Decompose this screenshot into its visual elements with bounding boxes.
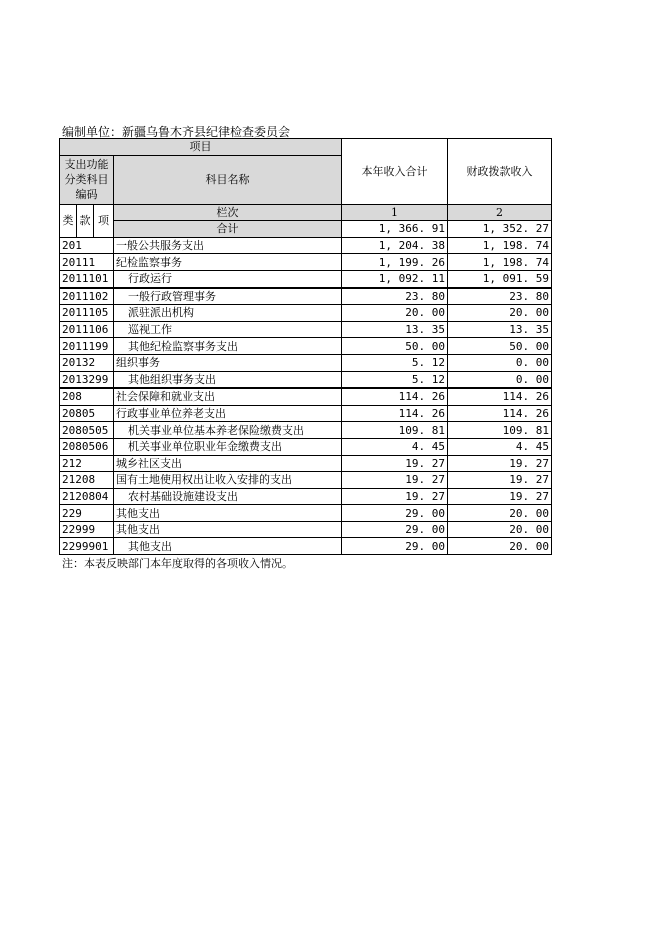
subject-name: 其他支出 (114, 538, 342, 555)
fiscal-income-cell: 23. 80 (448, 288, 552, 305)
table-row (60, 422, 552, 439)
table-row (60, 237, 552, 254)
fiscal-income-cell: 50. 00 (448, 338, 552, 355)
table-row (60, 354, 552, 371)
subject-name: 机关事业单位职业年金缴费支出 (114, 438, 342, 455)
total-income-cell: 20. 00 (342, 305, 448, 322)
fiscal-income-cell: 0. 00 (448, 354, 552, 371)
fiscal-income-cell: 1, 198. 74 (448, 254, 552, 271)
total-income-cell: 29. 00 (342, 505, 448, 522)
subject-name: 机关事业单位基本养老保险缴费支出 (114, 422, 342, 439)
subject-name: 城乡社区支出 (114, 455, 342, 472)
table-row (60, 338, 552, 355)
fiscal-income-cell: 114. 26 (448, 388, 552, 405)
fiscal-income-cell: 19. 27 (448, 472, 552, 489)
fiscal-income-cell: 13. 35 (448, 321, 552, 338)
subject-name: 行政事业单位养老支出 (114, 405, 342, 422)
total-income-cell: 29. 00 (342, 538, 448, 555)
header-lanci: 栏次 (114, 204, 342, 221)
table-row (60, 270, 552, 287)
header-total-income: 本年收入合计 (342, 139, 448, 205)
subject-code: 2011101 (60, 270, 114, 287)
header-xiang: 项 (94, 204, 114, 237)
fiscal-income-cell: 19. 27 (448, 455, 552, 472)
total-income-cell: 19. 27 (342, 488, 448, 505)
subject-code: 2011105 (60, 305, 114, 322)
total-income-cell: 29. 00 (342, 521, 448, 538)
total-income-cell: 1, 204. 38 (342, 237, 448, 254)
subject-code: 2080505 (60, 422, 114, 439)
subject-name: 其他纪检监察事务支出 (114, 338, 342, 355)
total-income-cell: 1, 092. 11 (342, 270, 448, 287)
total-fiscal-value: 1, 352. 27 (448, 221, 552, 238)
subject-name: 纪检监察事务 (114, 254, 342, 271)
subject-code: 20132 (60, 354, 114, 371)
subject-code: 212 (60, 455, 114, 472)
table-row (60, 438, 552, 455)
subject-code: 229 (60, 505, 114, 522)
total-income-cell: 4. 45 (342, 438, 448, 455)
total-income-cell: 109. 81 (342, 422, 448, 439)
subject-name: 农村基础设施建设支出 (114, 488, 342, 505)
header-fiscal-income: 财政拨款收入 (448, 139, 552, 205)
subject-code: 21208 (60, 472, 114, 489)
fiscal-income-cell: 0. 00 (448, 371, 552, 388)
total-income-cell: 19. 27 (342, 455, 448, 472)
table-row (60, 254, 552, 271)
fiscal-income-cell: 20. 00 (448, 521, 552, 538)
subject-code: 2120804 (60, 488, 114, 505)
table-row (60, 388, 552, 405)
total-income-cell: 5. 12 (342, 354, 448, 371)
table-row (60, 521, 552, 538)
subject-code: 20805 (60, 405, 114, 422)
subject-name: 派驻派出机构 (114, 305, 342, 322)
reporting-unit: 编制单位：新疆乌鲁木齐县纪律检查委员会 (62, 125, 291, 139)
subject-code: 2013299 (60, 371, 114, 388)
subject-name: 国有土地使用权出让收入安排的支出 (114, 472, 342, 489)
fiscal-income-cell: 109. 81 (448, 422, 552, 439)
subject-name: 社会保障和就业支出 (114, 388, 342, 405)
subject-code: 2011106 (60, 321, 114, 338)
total-income-cell: 114. 26 (342, 405, 448, 422)
fiscal-income-cell: 4. 45 (448, 438, 552, 455)
table-row (60, 288, 552, 305)
total-income-cell: 5. 12 (342, 371, 448, 388)
total-label: 合计 (114, 221, 342, 238)
table-row (60, 405, 552, 422)
subject-code: 2011199 (60, 338, 114, 355)
header-code-group: 支出功能分类科目编码 (60, 155, 114, 204)
subject-name: 组织事务 (114, 354, 342, 371)
subject-code: 201 (60, 237, 114, 254)
subject-name: 其他支出 (114, 521, 342, 538)
header-subject-name: 科目名称 (114, 155, 342, 204)
subject-code: 2080506 (60, 438, 114, 455)
table-row (60, 371, 552, 388)
subject-name: 其他组织事务支出 (114, 371, 342, 388)
table-row (60, 455, 552, 472)
fiscal-income-cell: 20. 00 (448, 538, 552, 555)
fiscal-income-cell: 114. 26 (448, 405, 552, 422)
subject-code: 2011102 (60, 288, 114, 305)
column-index-2: 2 (448, 204, 552, 221)
fiscal-income-cell: 20. 00 (448, 305, 552, 322)
subject-name: 一般公共服务支出 (114, 237, 342, 254)
total-income-cell: 23. 80 (342, 288, 448, 305)
subject-code: 22999 (60, 521, 114, 538)
total-income-cell: 50. 00 (342, 338, 448, 355)
subject-name: 一般行政管理事务 (114, 288, 342, 305)
table-row (60, 305, 552, 322)
subject-name: 其他支出 (114, 505, 342, 522)
fiscal-income-cell: 20. 00 (448, 505, 552, 522)
fiscal-income-cell: 1, 091. 59 (448, 270, 552, 287)
total-income-cell: 114. 26 (342, 388, 448, 405)
fiscal-income-cell: 19. 27 (448, 488, 552, 505)
subject-name: 行政运行 (114, 270, 342, 287)
table-note: 注：本表反映部门本年度取得的各项收入情况。 (62, 557, 293, 570)
total-income-value: 1, 366. 91 (342, 221, 448, 238)
subject-code: 208 (60, 388, 114, 405)
subject-code: 20111 (60, 254, 114, 271)
subject-code: 2299901 (60, 538, 114, 555)
table-row (60, 321, 552, 338)
income-table (59, 138, 552, 555)
table-row (60, 538, 552, 555)
table-row (60, 472, 552, 489)
column-index-1: 1 (342, 204, 448, 221)
fiscal-income-cell: 1, 198. 74 (448, 237, 552, 254)
header-lei: 类 (60, 204, 77, 237)
table-row (60, 488, 552, 505)
header-kuan: 款 (77, 204, 94, 237)
total-income-cell: 19. 27 (342, 472, 448, 489)
total-income-cell: 13. 35 (342, 321, 448, 338)
table-row (60, 505, 552, 522)
total-income-cell: 1, 199. 26 (342, 254, 448, 271)
header-project: 项目 (60, 139, 342, 156)
subject-name: 巡视工作 (114, 321, 342, 338)
